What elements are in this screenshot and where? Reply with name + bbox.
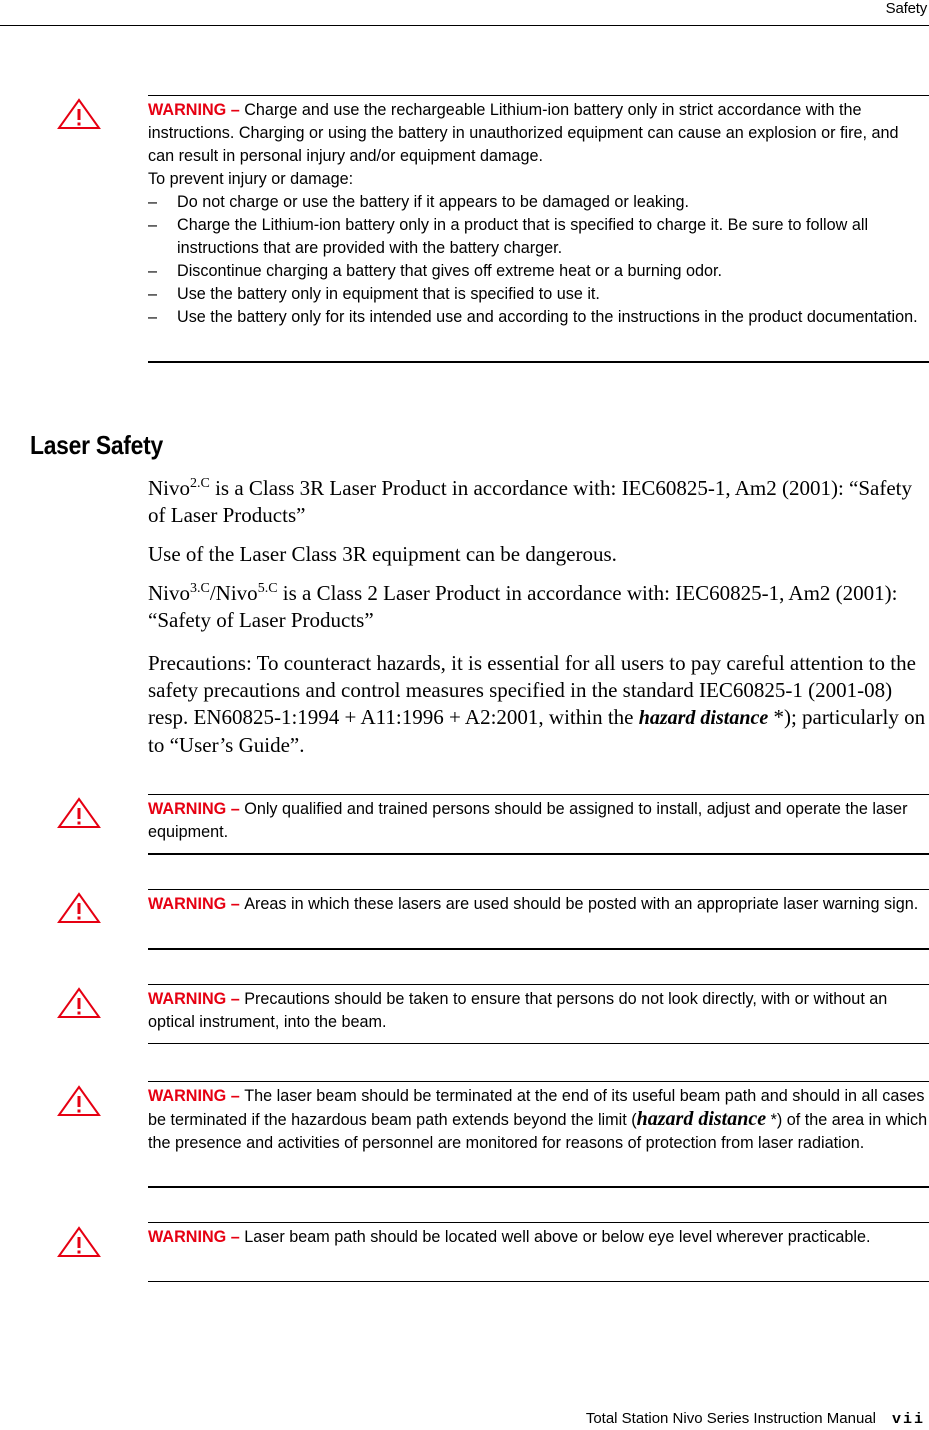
warning-triangle-icon [57, 987, 101, 1019]
warning-beam-termination: WARNING – The laser beam should be terminated at the end of its useful beam path and should in all cases be terminated if the hazardous beam path extends beyond the limit (hazard distance *) of the area in which the presence and activities of personnel are monitored for reasons of protection from laser radiation. [148, 1081, 929, 1188]
warning-warning-sign: WARNING – Areas in which these lasers are used should be posted with an appropriate laser warning sign. [148, 889, 929, 950]
footer-title: Total Station Nivo Series Instruction Manual [585, 1410, 876, 1427]
page-footer [586, 1410, 925, 1428]
bullet-item: – Use the battery only for its intended use and according to the instructions in the product documentation. [148, 308, 918, 326]
page-header [0, 0, 929, 26]
warning-triangle-icon [57, 797, 101, 829]
warning-eye-level: WARNING – Laser beam path should be located well above or below eye level wherever practicable. [148, 1222, 929, 1282]
warning-intro: To prevent injury or damage: [148, 170, 354, 188]
bullet-item: – Use the battery only in equipment that is specified to use it. [148, 285, 600, 303]
warning-qualified-persons: WARNING – Only qualified and trained persons should be assigned to install, adjust and operate the laser equipment. [148, 794, 929, 855]
bullet-item: – Do not charge or use the battery if it appears to be damaged or leaking. [148, 193, 690, 211]
warning-text: Charge and use the rechargeable Lithium-ion battery only in strict accordance with the instructions. Charging or using the battery in unauthorized equipment can cause an explosion or fire, and can result in personal injury and/or equipment damage. [148, 101, 899, 165]
paragraph-class-2: Nivo$^{3.C}$/Nivo$^{5.C}$ is a Class 2 Laser Product in accordance with: IEC60825-1, Am2 (2001): “Safety of Laser Products” [148, 581, 898, 632]
bullet-item: – Charge the Lithium-ion battery only in a product that is specified to charge it. Be sure to follow all instructions that are provided with the battery charger. [148, 216, 869, 257]
battery-warning [148, 95, 929, 363]
paragraph-class-3r: Nivo$^{2.C}$ is a Class 3R Laser Product in accordance with: IEC60825-1, Am2 (2001): “Safety of Laser Products” [148, 476, 913, 527]
paragraph-precautions: Precautions: To counteract hazards, it is essential for all users to pay careful attention to the safety precautions and control measures specified in the standard IEC60825-1 (2001-08) resp. EN60825-1:1994 + A11:1996 + A2:2001, within the hazard distance *); particularly on to “User’s Guide”. [148, 651, 926, 757]
warning-triangle-icon [57, 1085, 101, 1117]
bullet-item: – Discontinue charging a battery that gives off extreme heat or a burning odor. [148, 262, 723, 280]
warning-triangle-icon [57, 1226, 101, 1258]
warning-label: WARNING – [148, 101, 245, 119]
warning-triangle-icon [57, 98, 101, 130]
section-title: Laser Safety [30, 430, 163, 460]
warning-look-directly: WARNING – Precautions should be taken to ensure that persons do not look directly, with or without an optical instrument, into the beam. [148, 984, 929, 1044]
warning-triangle-icon [57, 892, 101, 924]
page-number: vii [891, 1411, 925, 1428]
paragraph-danger: Use of the Laser Class 3R equipment can be dangerous. [148, 542, 617, 566]
header-title: Safety [885, 0, 927, 17]
